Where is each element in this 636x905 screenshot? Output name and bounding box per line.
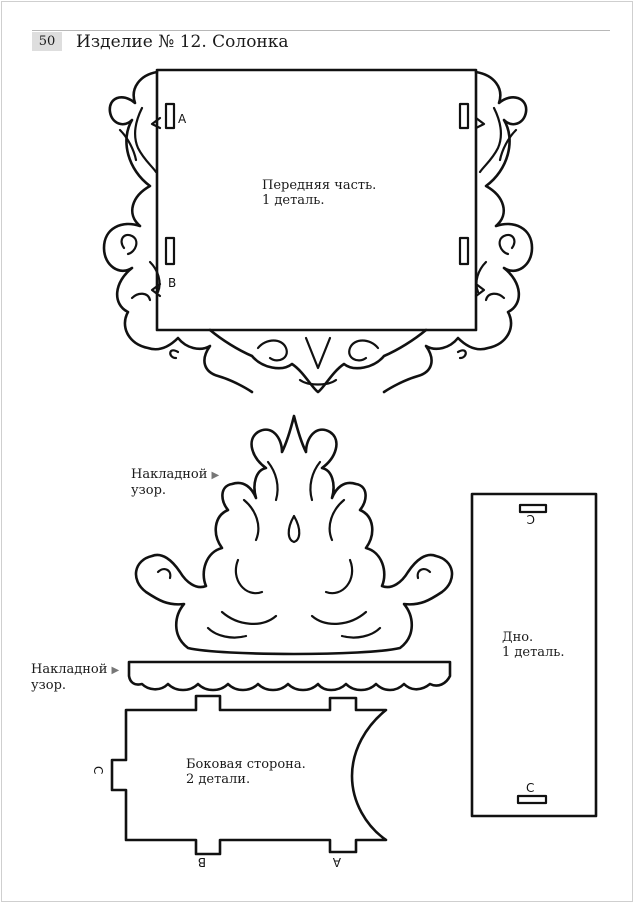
side-panel-label-line1: Боковая сторона. <box>186 757 306 772</box>
overlay-crown-outline <box>136 416 452 654</box>
pointer-icon: ▶ <box>111 665 120 676</box>
page-number: 50 <box>32 32 62 51</box>
side-panel-label-line2: 2 детали. <box>186 772 251 787</box>
mark-c-bottom-lower: С <box>526 781 535 795</box>
overlay-crown-label-line1: Накладной ▶ <box>131 467 220 482</box>
bottom-panel-label-line1: Дно. <box>502 630 534 645</box>
overlay-crown-label-line2: узор. <box>131 483 167 498</box>
side-panel-label <box>186 757 306 787</box>
overlay-strip-outline <box>129 662 450 690</box>
page-title: Изделие № 12. Солонка <box>76 32 289 52</box>
front-panel-label-line1: Передняя часть. <box>262 178 377 193</box>
mark-b-side: В <box>197 855 206 869</box>
mark-c-side: С <box>91 766 105 775</box>
overlay-strip-label-line2: узор. <box>31 678 67 693</box>
overlay-crown-part <box>136 416 452 654</box>
slot-a-left <box>166 104 174 128</box>
overlay-crown-label <box>131 467 219 498</box>
front-panel-label <box>262 178 376 208</box>
front-bottom-apron <box>210 330 426 392</box>
mark-c-bottom-top: С <box>526 512 535 526</box>
overlay-strip-label-line1: Накладной ▶ <box>31 662 120 677</box>
overlay-strip-label <box>31 662 119 693</box>
slot-a-right <box>460 104 468 128</box>
bottom-panel-label <box>502 630 565 660</box>
slot-b-right <box>460 238 468 264</box>
overlay-strip-part <box>129 662 450 690</box>
front-panel-label-line2: 1 деталь. <box>262 193 325 208</box>
mark-a-side: А <box>332 855 341 869</box>
slot-b-left <box>166 238 174 264</box>
slot-c-top <box>520 505 546 512</box>
pointer-icon: ▶ <box>211 470 220 481</box>
slot-c-bottom <box>518 796 546 803</box>
front-panel-part <box>104 70 532 392</box>
mark-b-front: В <box>168 276 177 290</box>
mark-a-front: А <box>178 112 187 126</box>
bottom-panel-label-line2: 1 деталь. <box>502 645 565 660</box>
